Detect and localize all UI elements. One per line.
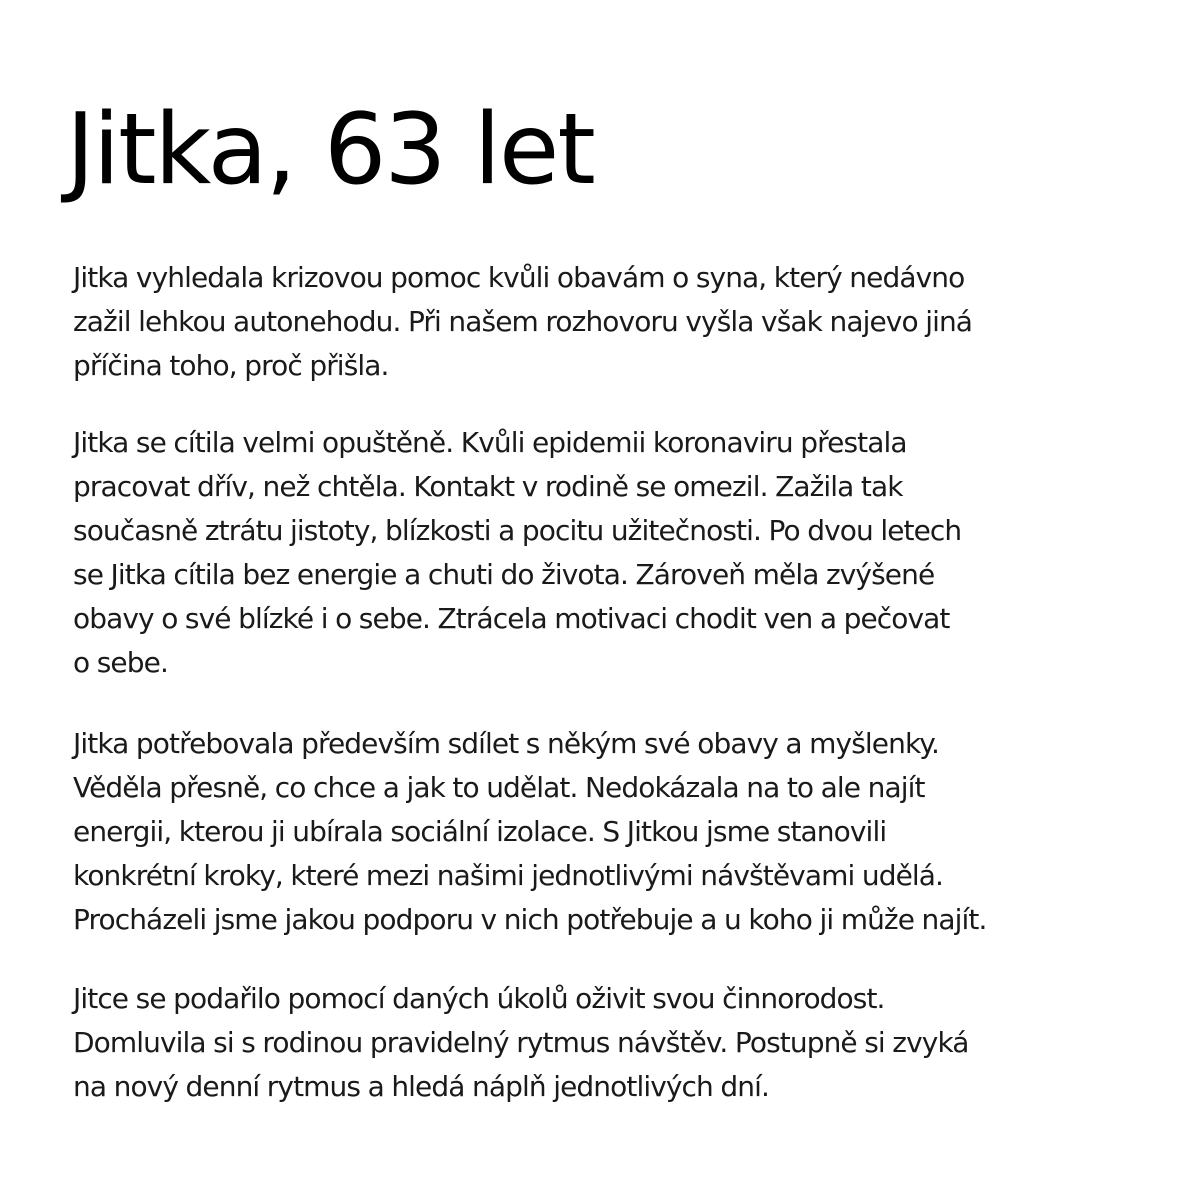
paragraph-3 bbox=[73, 722, 1153, 942]
text-line: současně ztrátu jistoty, blízkosti a pocitu užitečnosti. Po dvou letech bbox=[73, 514, 962, 547]
page-title: Jitka, 63 let bbox=[66, 93, 594, 207]
paragraph-4 bbox=[73, 977, 1153, 1109]
text-line: konkrétní kroky, které mezi našimi jednotlivými návštěvami udělá. bbox=[73, 859, 944, 892]
paragraph-1 bbox=[73, 256, 1153, 388]
text-line: Jitka potřebovala především sdílet s někým své obavy a myšlenky. bbox=[73, 727, 939, 760]
text-line: příčina toho, proč přišla. bbox=[73, 349, 389, 382]
text-line: Jitka vyhledala krizovou pomoc kvůli obavám o syna, který nedávno bbox=[73, 261, 965, 294]
text-line: Jitka se cítila velmi opuštěně. Kvůli epidemii koronaviru přestala bbox=[73, 426, 907, 459]
text-line: energii, kterou ji ubírala sociální izolace. S Jitkou jsme stanovili bbox=[73, 815, 887, 848]
text-line: obavy o své blízké i o sebe. Ztrácela motivaci chodit ven a pečovat bbox=[73, 602, 950, 635]
text-line: zažil lehkou autonehodu. Při našem rozhovoru vyšla však najevo jiná bbox=[73, 305, 973, 338]
text-line: na nový denní rytmus a hledá náplň jednotlivých dní. bbox=[73, 1070, 769, 1103]
text-line: se Jitka cítila bez energie a chuti do života. Zároveň měla zvýšené bbox=[73, 558, 935, 591]
paragraph-2 bbox=[73, 421, 1153, 685]
text-line: Věděla přesně, co chce a jak to udělat. Nedokázala na to ale najít bbox=[73, 771, 925, 804]
text-line: Domluvila si s rodinou pravidelný rytmus návštěv. Postupně si zvyká bbox=[73, 1026, 969, 1059]
text-line: pracovat dřív, než chtěla. Kontakt v rodině se omezil. Zažila tak bbox=[73, 470, 903, 503]
text-line: Procházeli jsme jakou podporu v nich potřebuje a u koho ji může najít. bbox=[73, 903, 987, 936]
text-line: Jitce se podařilo pomocí daných úkolů oživit svou činnorodost. bbox=[73, 982, 885, 1015]
text-line: o sebe. bbox=[73, 646, 168, 679]
